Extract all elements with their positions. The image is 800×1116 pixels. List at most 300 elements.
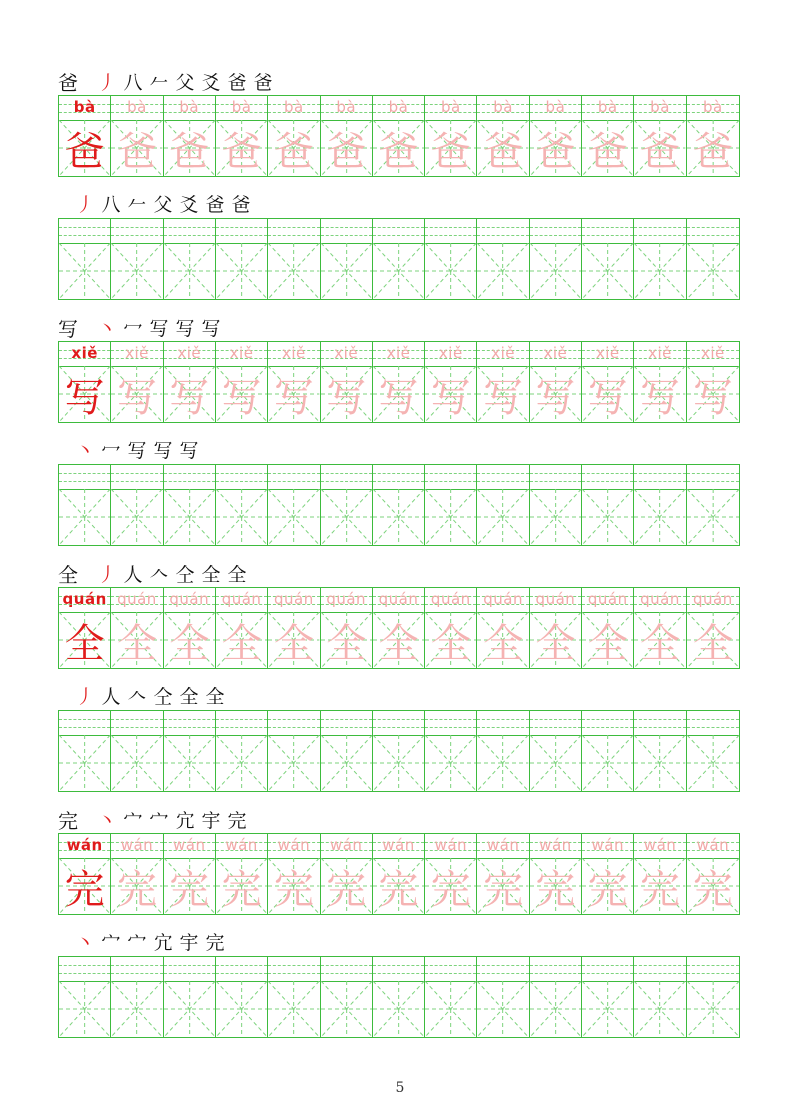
blank-practice-cell[interactable] <box>111 465 163 545</box>
blank-practice-cell[interactable] <box>477 465 529 545</box>
blank-practice-cell[interactable] <box>425 957 477 1037</box>
blank-practice-cell[interactable] <box>216 465 268 545</box>
trace-character: 爸 <box>116 128 157 175</box>
pinyin-guide-box <box>687 834 739 859</box>
blank-practice-cell[interactable] <box>268 957 320 1037</box>
pinyin-trace: quán <box>274 590 314 608</box>
pinyin-guide-box <box>477 96 528 121</box>
pinyin-trace: bà <box>597 98 618 116</box>
tian-box <box>373 489 424 545</box>
blank-practice-cell[interactable] <box>582 219 634 299</box>
blank-practice-cell[interactable] <box>687 465 739 545</box>
blank-practice-cell[interactable] <box>268 711 320 791</box>
pinyin-guide-box <box>111 957 162 982</box>
trace-character: 爸 <box>169 128 210 175</box>
trace-cell <box>373 96 425 176</box>
stroke-order-sequence <box>96 560 248 587</box>
tian-box <box>687 489 739 545</box>
pinyin-guide-box <box>634 711 685 736</box>
trace-character: 爸 <box>587 128 628 175</box>
blank-practice-cell[interactable] <box>216 219 268 299</box>
blank-practice-cell[interactable] <box>634 957 686 1037</box>
trace-cell <box>321 342 373 422</box>
tian-box <box>268 981 319 1037</box>
pinyin-guide-box <box>582 834 633 859</box>
model-cell <box>59 588 111 668</box>
pinyin-guide-box <box>425 711 476 736</box>
pinyin-guide-box <box>164 342 215 367</box>
tian-box <box>321 243 372 299</box>
pinyin-label: wán <box>66 836 103 854</box>
tian-grid-guides <box>268 981 319 1037</box>
tian-grid-guides <box>425 243 476 299</box>
stroke-order-sequence <box>96 68 274 95</box>
pinyin-guide-box <box>111 711 162 736</box>
pinyin-trace: quán <box>483 590 523 608</box>
trace-character: 全 <box>378 620 419 667</box>
blank-practice-cell[interactable] <box>425 219 477 299</box>
trace-cell <box>634 342 686 422</box>
trace-cell <box>582 342 634 422</box>
stroke-step: 爻 <box>179 193 199 216</box>
trace-character: 写 <box>587 374 628 421</box>
stroke-step: 写 <box>201 317 221 340</box>
stroke-step: 𠆢 <box>127 685 147 708</box>
tian-grid-guides <box>111 735 162 791</box>
tian-box <box>111 981 162 1037</box>
pinyin-guide-box <box>634 465 685 490</box>
trace-character: 完 <box>169 866 210 913</box>
trace-character: 全 <box>483 620 524 667</box>
pinyin-guide-box <box>111 588 162 613</box>
trace-character: 爸 <box>535 128 576 175</box>
pinyin-trace: quán <box>430 590 471 608</box>
tian-grid-guides <box>582 981 633 1037</box>
trace-character: 完 <box>116 866 157 913</box>
blank-practice-cell[interactable] <box>530 219 582 299</box>
trace-cell <box>634 834 686 914</box>
pinyin-guide-box <box>582 96 633 121</box>
blank-practice-cell[interactable] <box>582 711 634 791</box>
pinyin-trace: bà <box>336 98 357 116</box>
blank-practice-cell[interactable] <box>477 219 529 299</box>
tian-grid-guides <box>321 735 372 791</box>
pinyin-trace: quán <box>117 590 157 608</box>
trace-character: 写 <box>692 374 733 421</box>
tian-box <box>164 243 215 299</box>
tian-grid-guides <box>687 735 739 791</box>
model-cell <box>59 342 111 422</box>
pinyin-guide-box <box>321 588 372 613</box>
stroke-order-repeat <box>58 190 252 216</box>
pinyin-guide-box <box>164 96 215 121</box>
stroke-order-repeat <box>58 682 226 708</box>
trace-character: 完 <box>273 866 314 913</box>
trace-cell <box>687 96 739 176</box>
tian-box <box>111 243 162 299</box>
pinyin-guide-box <box>373 342 424 367</box>
blank-practice-cell[interactable] <box>164 219 216 299</box>
blank-practice-cell[interactable] <box>582 957 634 1037</box>
pinyin-trace: xiě <box>595 344 620 362</box>
tian-grid-guides <box>59 489 110 545</box>
pinyin-guide-box <box>687 219 739 244</box>
trace-cell <box>530 96 582 176</box>
stroke-step: 丿 <box>75 193 95 216</box>
blank-practice-cell[interactable] <box>530 711 582 791</box>
stroke-step: 丶 <box>97 809 117 832</box>
practice-grid <box>58 218 740 300</box>
trace-character: 完 <box>378 866 419 913</box>
pinyin-guide-box <box>425 96 476 121</box>
pinyin-guide-box <box>216 588 267 613</box>
pinyin-guide-box <box>268 465 319 490</box>
blank-practice-cell[interactable] <box>634 711 686 791</box>
pinyin-trace: wán <box>643 836 677 854</box>
tian-grid-guides <box>477 981 528 1037</box>
pinyin-trace: xiě <box>543 344 568 362</box>
trace-cell <box>687 588 739 668</box>
pinyin-guide-box <box>530 465 581 490</box>
tian-grid-guides <box>530 489 581 545</box>
blank-practice-cell[interactable] <box>321 957 373 1037</box>
stroke-order-sequence <box>96 806 248 833</box>
pinyin-guide-box <box>373 96 424 121</box>
pinyin-guide-box <box>425 465 476 490</box>
trace-cell <box>477 588 529 668</box>
trace-character: 写 <box>483 374 524 421</box>
pinyin-guide-box <box>530 957 581 982</box>
character-header <box>58 68 274 94</box>
blank-practice-cell[interactable] <box>321 465 373 545</box>
tian-box <box>59 243 110 299</box>
stroke-step: 爸 <box>205 193 225 216</box>
trace-cell <box>687 834 739 914</box>
stroke-step: 父 <box>175 71 195 94</box>
trace-cell <box>216 588 268 668</box>
blank-practice-cell[interactable] <box>59 219 111 299</box>
trace-character: 写 <box>378 374 419 421</box>
blank-practice-cell[interactable] <box>59 957 111 1037</box>
stroke-step: 完 <box>227 809 247 832</box>
trace-cell <box>111 96 163 176</box>
trace-character: 爸 <box>221 128 262 175</box>
tian-box <box>530 735 581 791</box>
trace-character: 写 <box>273 374 314 421</box>
trace-character: 完 <box>221 866 262 913</box>
blank-practice-cell[interactable] <box>530 465 582 545</box>
practice-grid <box>58 956 740 1038</box>
pinyin-guide-box <box>530 96 581 121</box>
pinyin-guide-box <box>425 957 476 982</box>
blank-practice-cell[interactable] <box>321 219 373 299</box>
blank-practice-cell[interactable] <box>687 219 739 299</box>
tian-box <box>59 489 110 545</box>
pinyin-guide-box <box>425 588 476 613</box>
tian-grid-guides <box>425 489 476 545</box>
pinyin-guide-box <box>634 588 685 613</box>
blank-practice-cell[interactable] <box>164 711 216 791</box>
blank-practice-cell[interactable] <box>373 219 425 299</box>
trace-character: 全 <box>535 620 576 667</box>
stroke-step: 丿 <box>97 563 117 586</box>
trace-character: 写 <box>640 374 681 421</box>
trace-cell <box>216 96 268 176</box>
pinyin-trace: wán <box>591 836 624 854</box>
stroke-step: 宀 <box>127 931 147 954</box>
pinyin-guide-box <box>425 342 476 367</box>
character-header <box>58 560 248 586</box>
pinyin-trace: xiě <box>491 344 515 362</box>
blank-practice-cell[interactable] <box>111 957 163 1037</box>
pinyin-guide-box <box>268 219 319 244</box>
tian-box <box>634 489 685 545</box>
trace-cell <box>164 588 216 668</box>
tian-grid-guides <box>687 243 739 299</box>
tian-box <box>164 981 215 1037</box>
pinyin-trace: quán <box>378 590 419 608</box>
pinyin-guide-box <box>477 588 528 613</box>
blank-practice-cell[interactable] <box>687 711 739 791</box>
blank-practice-cell[interactable] <box>530 957 582 1037</box>
pinyin-trace: xiě <box>177 344 202 362</box>
pinyin-guide-box <box>477 711 528 736</box>
pinyin-trace: wán <box>486 836 520 854</box>
tian-box <box>216 243 267 299</box>
blank-practice-cell[interactable] <box>634 219 686 299</box>
pinyin-guide-box <box>216 96 267 121</box>
blank-practice-cell[interactable] <box>477 957 529 1037</box>
pinyin-guide-box <box>582 711 633 736</box>
pinyin-guide-box <box>530 219 581 244</box>
tian-grid-guides <box>634 243 685 299</box>
trace-cell <box>268 834 320 914</box>
tian-box <box>425 243 476 299</box>
pinyin-trace: quán <box>221 590 262 608</box>
blank-practice-cell[interactable] <box>321 711 373 791</box>
tian-box <box>425 489 476 545</box>
stroke-step: 爻 <box>201 71 221 94</box>
blank-practice-cell[interactable] <box>59 711 111 791</box>
trace-character: 全 <box>640 620 681 667</box>
tian-box <box>634 243 685 299</box>
trace-character: 全 <box>169 620 210 667</box>
trace-cell <box>530 588 582 668</box>
pinyin-trace: quán <box>640 590 680 608</box>
pinyin-guide-box <box>687 96 739 121</box>
trace-cell <box>687 342 739 422</box>
trace-character: 全 <box>587 620 628 667</box>
tian-box <box>477 981 528 1037</box>
blank-practice-cell[interactable] <box>373 711 425 791</box>
pinyin-guide-box <box>164 957 215 982</box>
trace-character: 完 <box>692 866 733 913</box>
pinyin-label: bà <box>73 98 96 116</box>
pinyin-guide-box <box>582 957 633 982</box>
pinyin-guide-box <box>425 834 476 859</box>
pinyin-guide-box <box>164 219 215 244</box>
tian-box <box>321 981 372 1037</box>
tian-grid-guides <box>477 243 528 299</box>
pinyin-label: xiě <box>71 344 98 362</box>
trace-character: 爸 <box>430 128 471 175</box>
blank-practice-cell[interactable] <box>373 957 425 1037</box>
character-section <box>58 560 740 792</box>
stroke-step: 写 <box>127 439 147 462</box>
tracing-grid <box>58 833 740 915</box>
blank-practice-cell[interactable] <box>164 957 216 1037</box>
tian-box <box>321 735 372 791</box>
stroke-step: 全 <box>201 563 221 586</box>
pinyin-label: quán <box>62 590 107 608</box>
blank-practice-cell[interactable] <box>425 465 477 545</box>
trace-cell <box>530 834 582 914</box>
character-header <box>58 314 222 340</box>
tian-grid-guides <box>268 243 319 299</box>
page-number: 5 <box>395 1080 405 1096</box>
stroke-step: 仝 <box>153 685 173 708</box>
tian-grid-guides <box>634 735 685 791</box>
pinyin-guide-box <box>687 465 739 490</box>
blank-practice-cell[interactable] <box>634 465 686 545</box>
tian-box <box>111 489 162 545</box>
pinyin-guide-box <box>59 588 110 613</box>
trace-character: 爸 <box>640 128 681 175</box>
trace-character: 写 <box>116 374 157 421</box>
pinyin-guide-box <box>59 957 110 982</box>
tian-box <box>373 243 424 299</box>
character-title: 全 <box>58 562 78 587</box>
pinyin-guide-box <box>216 465 267 490</box>
pinyin-guide-box <box>164 711 215 736</box>
trace-character: 写 <box>169 374 210 421</box>
stroke-step: 𠂉 <box>149 71 169 94</box>
pinyin-guide-box <box>530 711 581 736</box>
pinyin-guide-box <box>59 834 110 859</box>
tian-box <box>530 489 581 545</box>
tian-grid-guides <box>164 243 215 299</box>
blank-practice-cell[interactable] <box>373 465 425 545</box>
tian-grid-guides <box>530 243 581 299</box>
tian-grid-guides <box>216 981 267 1037</box>
tian-grid-guides <box>477 735 528 791</box>
pinyin-guide-box <box>111 96 162 121</box>
blank-practice-cell[interactable] <box>164 465 216 545</box>
tian-grid-guides <box>164 981 215 1037</box>
trace-character: 完 <box>535 866 576 913</box>
blank-practice-cell[interactable] <box>268 219 320 299</box>
pinyin-guide-box <box>634 957 685 982</box>
blank-practice-cell[interactable] <box>477 711 529 791</box>
stroke-step: 人 <box>101 685 121 708</box>
pinyin-trace: xiě <box>334 344 359 362</box>
trace-cell <box>111 834 163 914</box>
trace-cell <box>477 342 529 422</box>
model-cell <box>59 834 111 914</box>
tian-box <box>634 981 685 1037</box>
pinyin-guide-box <box>687 711 739 736</box>
pinyin-guide-box <box>321 96 372 121</box>
stroke-step: 全 <box>179 685 199 708</box>
stroke-step: 爸 <box>231 193 251 216</box>
pinyin-guide-box <box>634 219 685 244</box>
trace-character: 写 <box>535 374 576 421</box>
model-character: 爸 <box>64 128 105 175</box>
pinyin-guide-box <box>582 219 633 244</box>
tian-box <box>111 735 162 791</box>
trace-character: 全 <box>273 620 314 667</box>
tian-box <box>373 735 424 791</box>
trace-character: 写 <box>430 374 471 421</box>
pinyin-trace: xiě <box>438 344 463 362</box>
tian-grid-guides <box>687 981 739 1037</box>
stroke-step: 丿 <box>97 71 117 94</box>
trace-cell <box>425 96 477 176</box>
blank-practice-cell[interactable] <box>111 711 163 791</box>
trace-cell <box>477 834 529 914</box>
pinyin-trace: wán <box>277 836 311 854</box>
practice-grid <box>58 464 740 546</box>
pinyin-guide-box <box>373 711 424 736</box>
trace-cell <box>530 342 582 422</box>
pinyin-guide-box <box>582 342 633 367</box>
pinyin-trace: wán <box>434 836 468 854</box>
trace-cell <box>321 834 373 914</box>
blank-practice-cell[interactable] <box>216 957 268 1037</box>
stroke-step: 宇 <box>179 931 199 954</box>
trace-cell <box>425 834 477 914</box>
pinyin-guide-box <box>687 588 739 613</box>
blank-practice-cell[interactable] <box>687 957 739 1037</box>
trace-character: 爸 <box>326 128 367 175</box>
stroke-step: 全 <box>205 685 225 708</box>
tian-box <box>687 981 739 1037</box>
blank-practice-cell[interactable] <box>268 465 320 545</box>
tian-grid-guides <box>111 489 162 545</box>
tian-box <box>321 489 372 545</box>
tian-grid-guides <box>268 489 319 545</box>
pinyin-guide-box <box>268 834 319 859</box>
stroke-order-sequence <box>58 928 226 955</box>
tian-box <box>268 735 319 791</box>
tian-box <box>582 243 633 299</box>
trace-cell <box>477 96 529 176</box>
blank-practice-cell[interactable] <box>111 219 163 299</box>
pinyin-guide-box <box>321 465 372 490</box>
blank-practice-cell[interactable] <box>582 465 634 545</box>
blank-practice-cell[interactable] <box>216 711 268 791</box>
stroke-step: 冖 <box>123 317 143 340</box>
tian-box <box>425 735 476 791</box>
tian-grid-guides <box>321 243 372 299</box>
pinyin-trace: bà <box>179 98 200 116</box>
tian-grid-guides <box>59 981 110 1037</box>
pinyin-guide-box <box>268 957 319 982</box>
stroke-step: 宀 <box>123 809 143 832</box>
blank-practice-cell[interactable] <box>59 465 111 545</box>
tian-box <box>582 981 633 1037</box>
blank-practice-cell[interactable] <box>425 711 477 791</box>
tian-grid-guides <box>373 243 424 299</box>
pinyin-guide-box <box>634 342 685 367</box>
pinyin-guide-box <box>373 219 424 244</box>
pinyin-guide-box <box>477 342 528 367</box>
tracing-grid <box>58 95 740 177</box>
pinyin-guide-box <box>59 465 110 490</box>
tian-grid-guides <box>111 243 162 299</box>
trace-character: 写 <box>221 374 262 421</box>
tian-box <box>59 981 110 1037</box>
